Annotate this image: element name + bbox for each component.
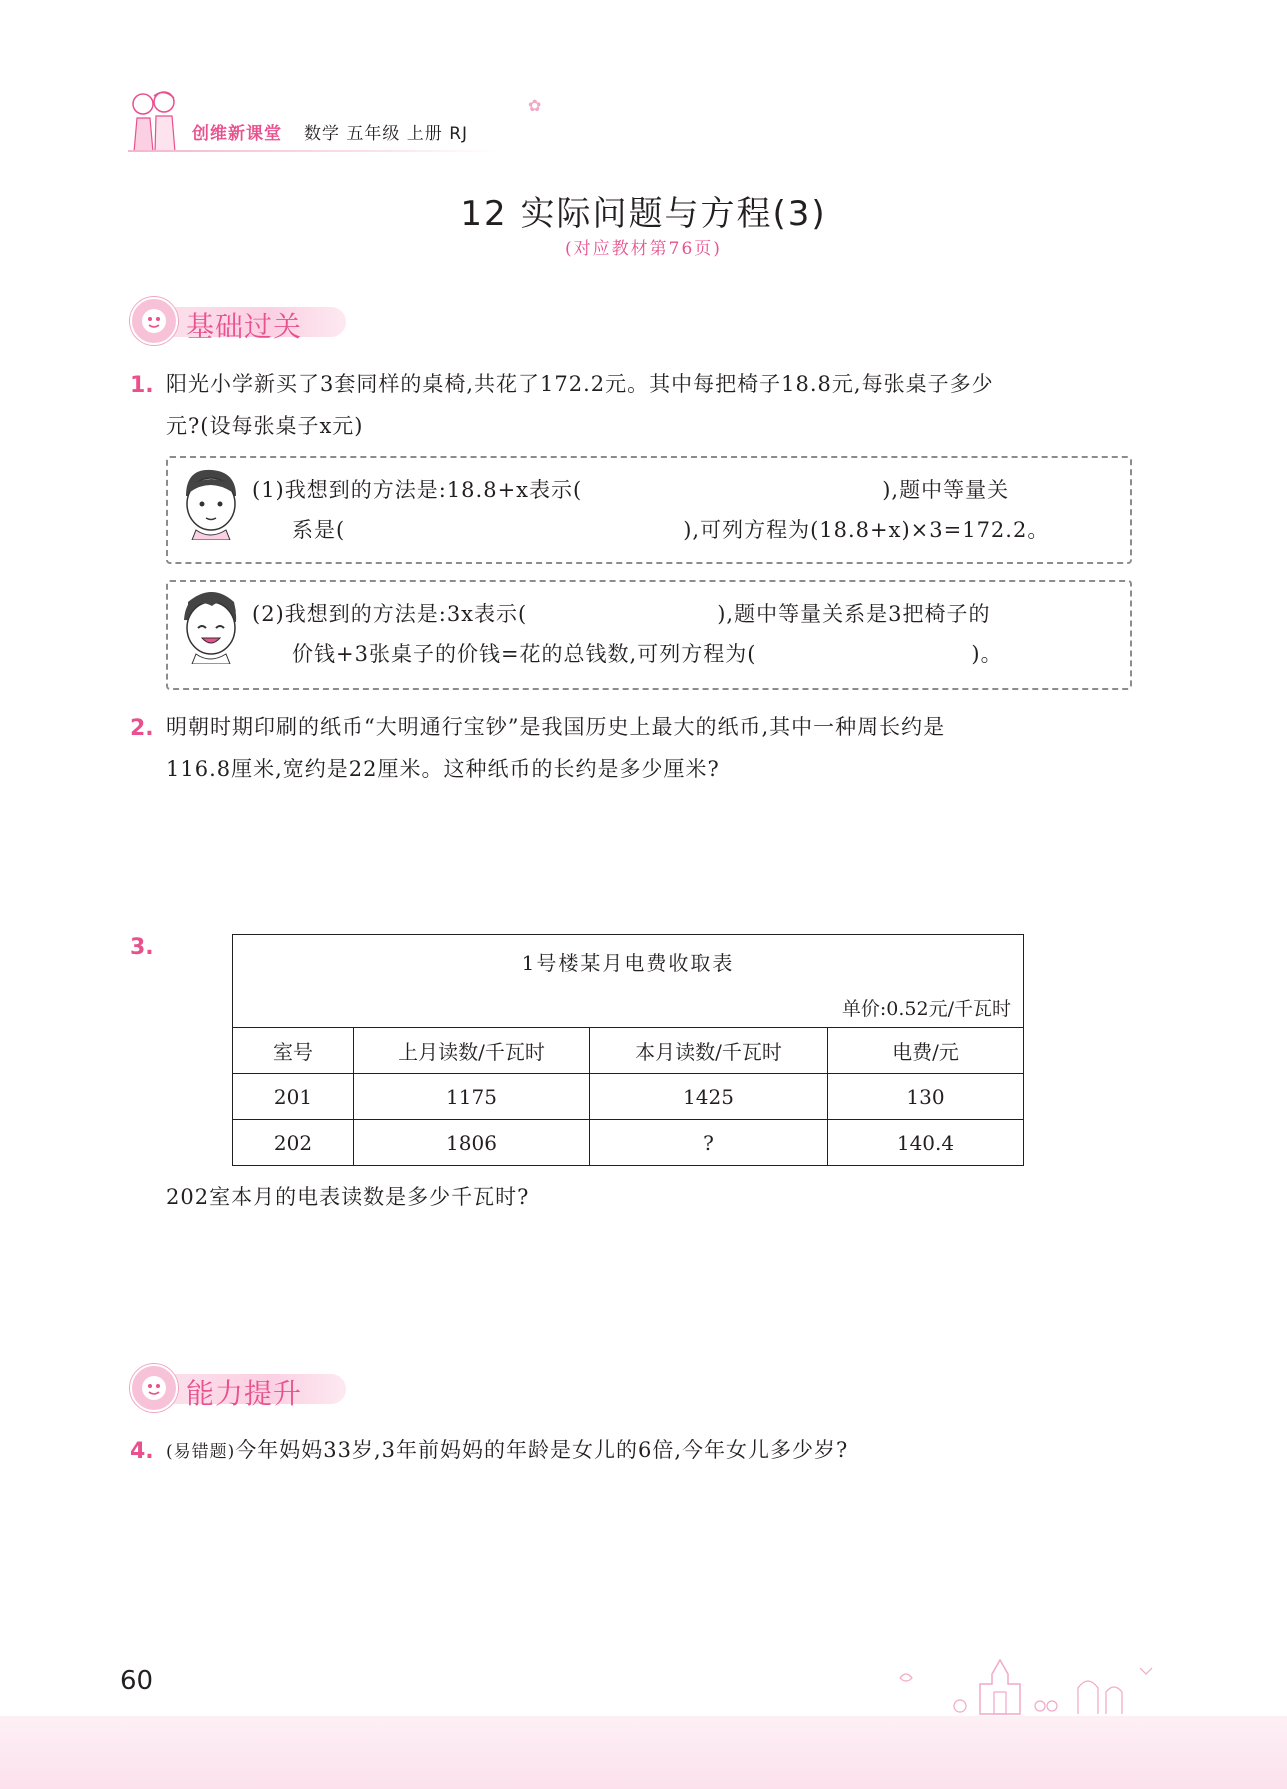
unit-price: 单价:0.52元/千瓦时 (841, 998, 1011, 1020)
box-1-line-1 (252, 474, 1009, 504)
table-cell: 202 (233, 1120, 354, 1166)
box-1-line-2 (292, 514, 1049, 544)
brand-name: 创维新课堂 (192, 124, 282, 144)
butterfly-icon: ✿ (528, 96, 542, 115)
electricity-fee-table (232, 934, 1024, 1166)
problem-4-text (166, 1429, 1146, 1473)
book-subject: 数学 五年级 上册 RJ (304, 124, 469, 144)
table-header: 本月读数/千瓦时 (590, 1028, 828, 1074)
header-divider (128, 150, 498, 152)
page-title: 12 实际问题与方程(3) (460, 194, 827, 234)
table-cell: 130 (828, 1074, 1024, 1120)
box-2-prompt-c: 价钱+3张桌子的价钱=花的总钱数,可列方程为( (292, 642, 757, 666)
problem-1-line-1: 阳光小学新买了3套同样的桌椅,共花了172.2元。其中每把椅子18.8元,每张桌子多少 (166, 372, 994, 396)
table-cell: 140.4 (828, 1120, 1024, 1166)
problem-2-text (166, 706, 1146, 790)
castle-decoration-icon (870, 1648, 1170, 1720)
box-2-prompt-b: ),题中等量关系是3把椅子的 (717, 602, 991, 626)
problem-number: 1. (130, 373, 154, 398)
section-title: 基础过关 (186, 310, 303, 343)
box-1-prompt-a: (1)我想到的方法是:18.8+x表示( (252, 478, 583, 502)
problem-number: 4. (130, 1439, 154, 1464)
answer-area[interactable] (166, 1225, 1126, 1345)
box-1-prompt-d: ),可列方程为(18.8+x)×3=172.2。 (683, 518, 1050, 542)
table-cell: 201 (233, 1074, 354, 1120)
table-header: 室号 (233, 1028, 354, 1074)
problem-4-body: 今年妈妈33岁,3年前妈妈的年龄是女儿的6倍,今年女儿多少岁? (235, 1438, 849, 1462)
boy-face-icon (178, 466, 242, 540)
table-cell: 1175 (354, 1074, 590, 1120)
header-kids-illustration (128, 88, 180, 156)
problem-2-line-1: 明朝时期印刷的纸币“大明通行宝钞”是我国历史上最大的纸币,其中一种周长约是 (166, 715, 946, 739)
page-number: 60 (120, 1666, 154, 1696)
box-1-prompt-b: ),题中等量关 (882, 478, 1010, 502)
monkey-icon (130, 297, 178, 345)
footer-band (0, 1716, 1287, 1789)
smiling-boy-face-icon (178, 590, 242, 664)
answer-area[interactable] (166, 790, 1126, 910)
problem-number: 3. (130, 935, 154, 960)
box-2-line-2 (292, 638, 1003, 668)
problem-1-line-2: 元?(设每张桌子x元) (166, 414, 364, 438)
box-2-prompt-a: (2)我想到的方法是:3x表示( (252, 602, 528, 626)
section-banner-basic (130, 297, 346, 345)
table-header: 电费/元 (828, 1028, 1024, 1074)
problem-1-text (166, 363, 1146, 447)
table-cell: ? (590, 1120, 828, 1166)
section-banner-advanced (130, 1364, 346, 1412)
thought-box-1 (166, 456, 1132, 564)
box-2-prompt-d: )。 (971, 642, 1003, 666)
problem-number: 2. (130, 716, 154, 741)
table-header: 上月读数/千瓦时 (354, 1028, 590, 1074)
table-row (233, 1074, 1024, 1120)
textbook-reference: (对应教材第76页) (565, 239, 722, 259)
table-caption: 1号楼某月电费收取表 (521, 951, 735, 975)
table-cell: 1425 (590, 1074, 828, 1120)
table-header-row (233, 1028, 1024, 1074)
monkey-icon (130, 1364, 178, 1412)
table-row (233, 1120, 1024, 1166)
table-caption-cell (233, 935, 1024, 1028)
thought-box-2 (166, 580, 1132, 690)
box-1-prompt-c: 系是( (292, 518, 346, 542)
table-cell: 1806 (354, 1120, 590, 1166)
answer-area[interactable] (166, 1480, 1126, 1640)
problem-3-question: 202室本月的电表读数是多少千瓦时? (166, 1185, 530, 1209)
problem-2-line-2: 116.8厘米,宽约是22厘米。这种纸币的长约是多少厘米? (166, 757, 720, 781)
box-2-line-1 (252, 598, 990, 628)
error-prone-tag: (易错题) (166, 1442, 236, 1462)
section-title: 能力提升 (186, 1377, 303, 1410)
